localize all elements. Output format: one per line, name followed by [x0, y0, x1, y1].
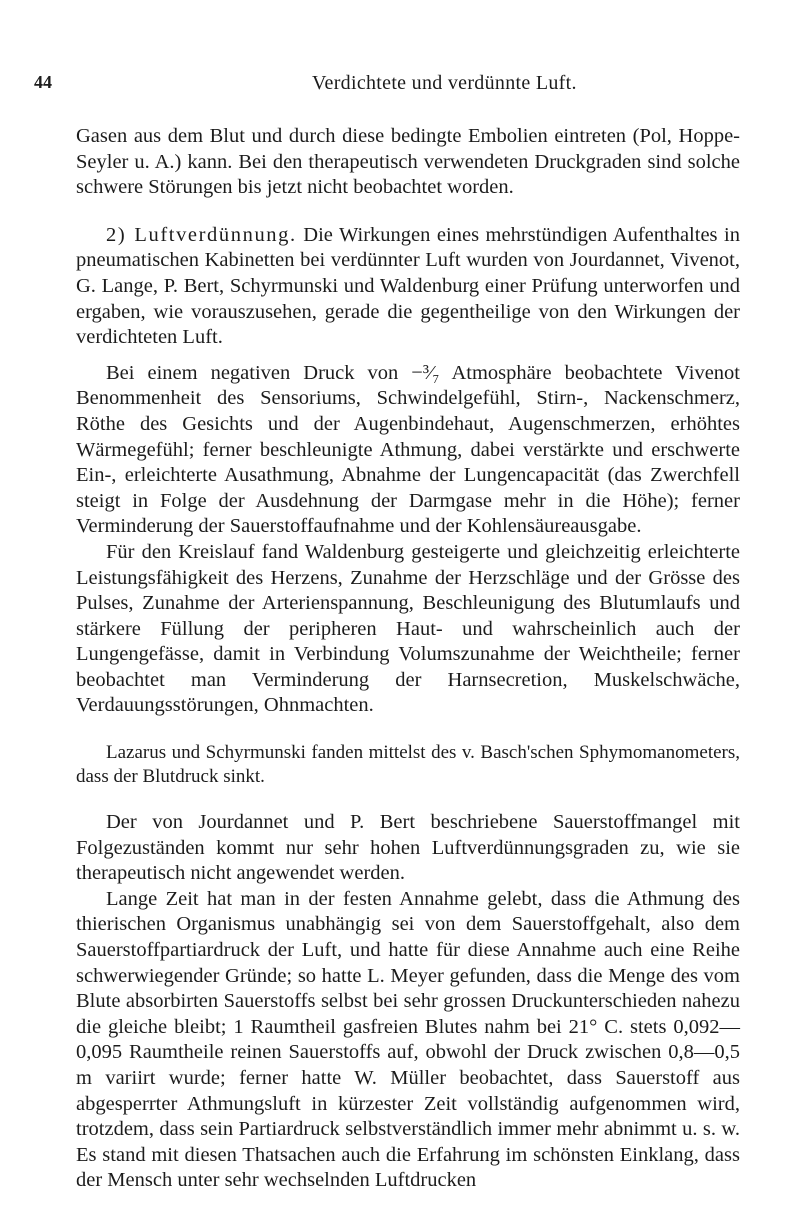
paragraph-sauerstoffmangel: Der von Jourdannet und P. Bert beschriebene Sauerstoffmangel mit Folgezuständen kommt nur sehr hohen Luftverdünnungsgraden zu, wie sie therapeutisch nicht angewendet werden. — [76, 811, 740, 885]
paragraph-kreislauf: Für den Kreislauf fand Waldenburg gesteigerte und gleichzeitig erleichterte Leistungsfähigkeit des Herzens, Zunahme der Herzschläge und der Grösse des Pulses, Zunahme der Arterienspannung, Beschleunigung des Blutumlaufs und stärkere Füllung der peripheren Haut- und wahrscheinlich auch der Lungengefässe, damit in Verbindung Volumszunahme der Weichtheile; ferner beobachtet man Verminderung der Harnsecretion, Muskelschwäche, Verdauungsstörungen, Ohnmachten. — [76, 540, 740, 717]
section-heading: 2) Luftverdünnung. — [106, 223, 297, 246]
section-text: Die Wirkungen eines mehrstündigen Aufenthaltes in pneumatischen Kabinetten bei verdünnter Luft wurden von Jourdannet, Vivenot, G. Lange, P. Bert, Schyrmunski und Waldenburg einer Prüfung unterworfen und ergaben, wie vorauszusehen, gerade die gegentheilige von den Wirkungen der verdichteten Luft. — [76, 223, 740, 349]
page-header — [34, 72, 734, 102]
paragraph-continued: Gasen aus dem Blut und durch diese bedingte Embolien eintreten (Pol, Hoppe-Seyler u. A.) kann. Bei den therapeutisch verwendeten Druckgraden sind solche schwere Störungen bis jetzt nicht beobachtet worden. — [76, 125, 740, 199]
page-number: 44 — [34, 72, 52, 92]
paragraph-lazarus: Lazarus und Schyrmunski fanden mittelst des v. Basch'schen Sphymomanometers, dass der Blutdruck sinkt. — [76, 742, 740, 787]
section-luftverduennung — [76, 223, 740, 351]
paragraph-vivenot: Bei einem negativen Druck von −³⁄₇ Atmosphäre beobachtete Vivenot Benommenheit des Sensoriums, Schwindelgefühl, Stirn-, Nackenschmerz, Röthe des Gesichts und der Augenbindehaut, Augenschmerzen, erhöhtes Wärmegefühl; ferner beschleunigte Athmung, dabei verstärkte und erschwerte Ein-, erleichterte Ausathmung, Abnahme der Lungencapacität (das Zwerchfell steigt in Folge der Ausdehnung der Darmgase mehr in die Höhe); ferner Verminderung der Sauerstoffaufnahme und der Kohlensäureausgabe. — [76, 361, 740, 538]
page-body — [76, 124, 740, 1194]
running-title: Verdichtete und verdünnte Luft. — [312, 72, 577, 94]
paragraph-annahme: Lange Zeit hat man in der festen Annahme gelebt, dass die Athmung des thierischen Organismus unabhängig sei von dem Sauerstoffgehalt, also dem Sauerstoffpartiardruck der Luft, und hatte für diese Annahme auch eine Reihe schwerwiegender Gründe; so hatte L. Meyer gefunden, dass die Menge des vom Blute absorbirten Sauerstoffs selbst bei sehr grossen Druckunterschieden nahezu die gleiche bleibt; 1 Raumtheil gasfreien Blutes nahm bei 21° C. stets 0,092—0,095 Raumtheile reinen Sauerstoffs auf, obwohl der Druck zwischen 0,8—0,5 m variirt wurde; ferner hatte W. Müller beobachtet, dass Sauerstoff aus abgesperrter Athmungsluft in kürzester Zeit vollständig aufgenommen wird, trotzdem, dass sein Partiardruck selbstverständlich immer mehr abnimmt u. s. w. Es stand mit diesen Thatsachen auch die Erfahrung im schönsten Einklang, dass der Mensch unter sehr wechselnden Luftdrucken — [76, 887, 740, 1192]
